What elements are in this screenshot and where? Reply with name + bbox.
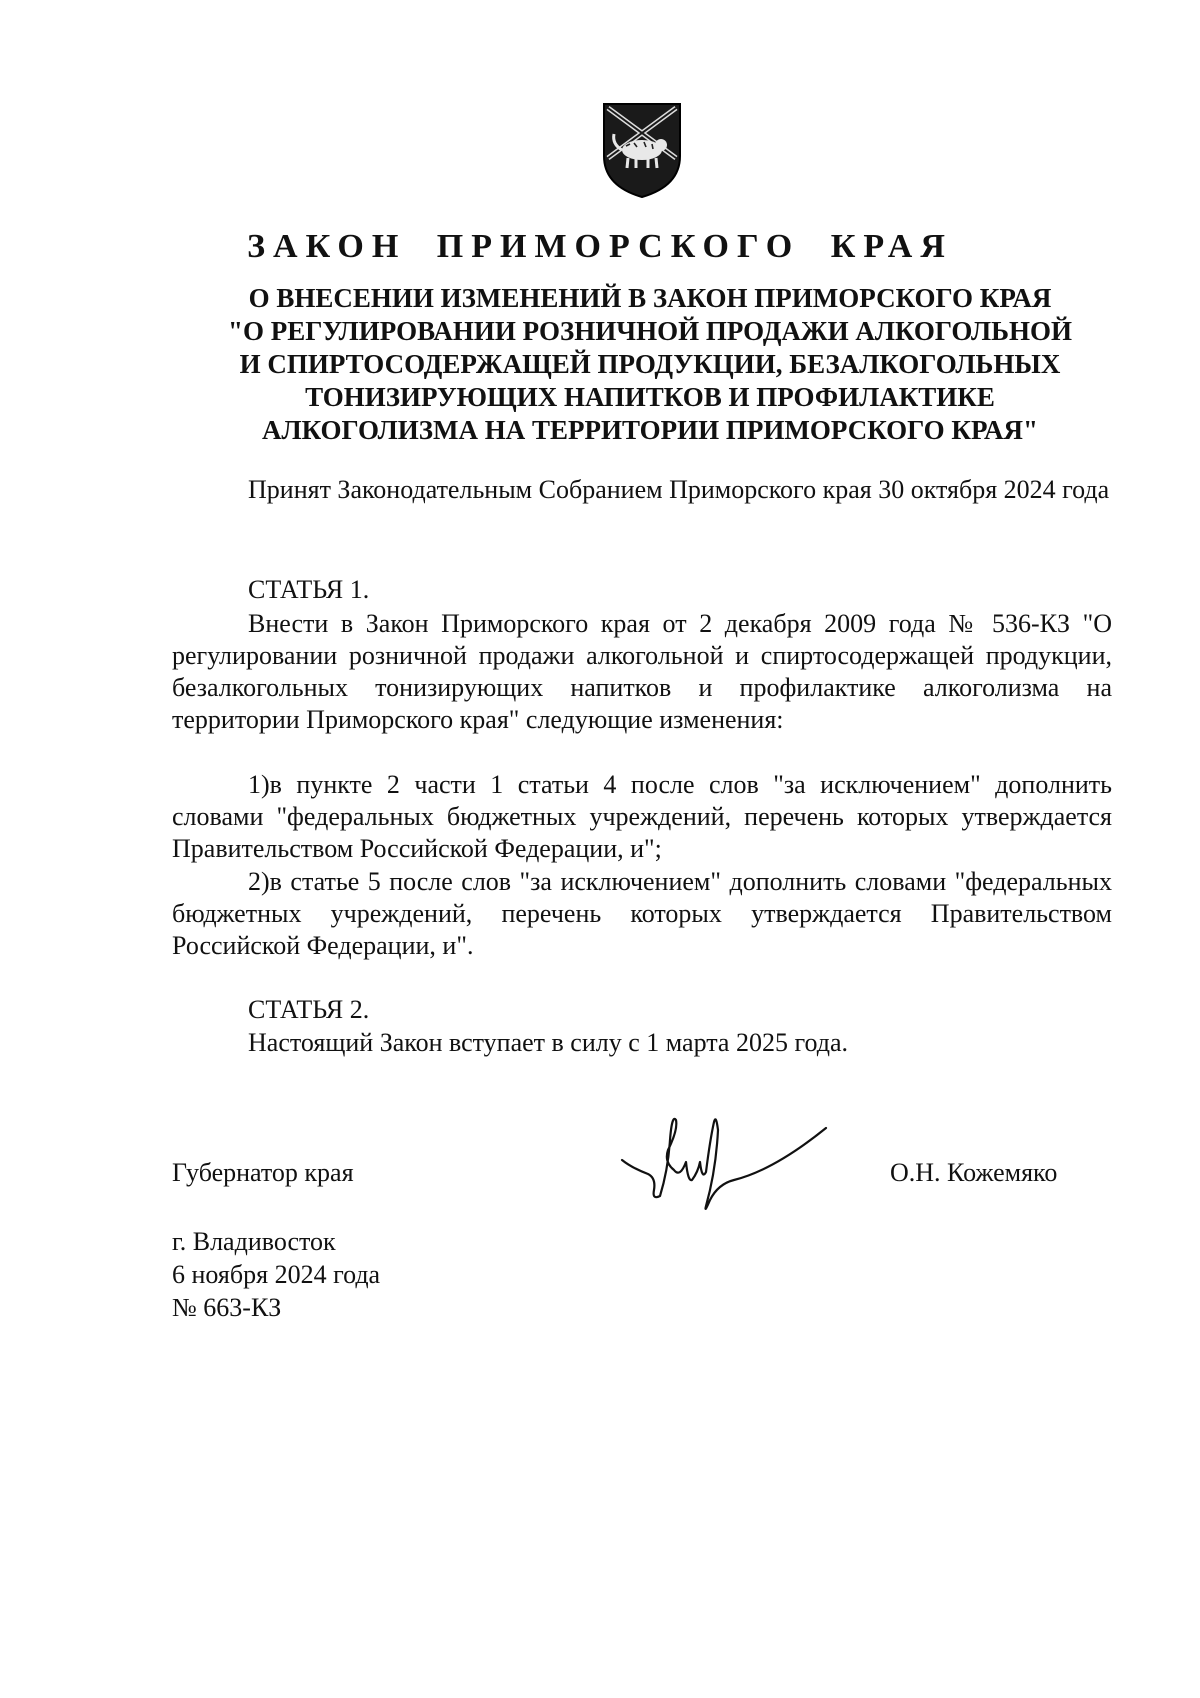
subtitle-line: "О РЕГУЛИРОВАНИИ РОЗНИЧНОЙ ПРОДАЖИ АЛКОГОЛЬНОЙ bbox=[227, 316, 1073, 346]
article-1-item-1: 1)в пункте 2 части 1 статьи 4 после слов "за исключением" дополнить словами "федеральных бюджетных учреждений, перечень которых утверждается Правительством Российской Федерации, и"; bbox=[172, 770, 1112, 863]
signer-position: Губернатор края bbox=[172, 1158, 354, 1187]
article-1-body: Внести в Закон Приморского края от 2 декабря 2009 года № 536-КЗ "О регулировании розничной продажи алкогольной и спиртосодержащей продукции, безалкогольных тонизирующих напитков и профилактике алкоголизма на территории Приморского края" следующие изменения: bbox=[172, 609, 1112, 734]
subtitle-line: И СПИРТОСОДЕРЖАЩЕЙ ПРОДУКЦИИ, БЕЗАЛКОГОЛЬНЫХ bbox=[239, 349, 1061, 379]
signer-name: О.Н. Кожемяко bbox=[890, 1158, 1058, 1187]
article-2-body: Настоящий Закон вступает в силу с 1 марта 2025 года. bbox=[248, 1028, 848, 1057]
law-subtitle bbox=[180, 282, 1120, 447]
article-1-heading: СТАТЬЯ 1. bbox=[248, 575, 370, 604]
handwritten-signature bbox=[614, 1100, 834, 1215]
subtitle-line: АЛКОГОЛИЗМА НА ТЕРРИТОРИИ ПРИМОРСКОГО КРАЯ" bbox=[261, 415, 1038, 445]
issue-date: 6 ноября 2024 года bbox=[172, 1260, 381, 1289]
adoption-statement: Принят Законодательным Собранием Приморского края 30 октября 2024 года bbox=[248, 475, 1110, 504]
subtitle-line: О ВНЕСЕНИИ ИЗМЕНЕНИЙ В ЗАКОН ПРИМОРСКОГО КРАЯ bbox=[248, 283, 1052, 313]
subtitle-line: ТОНИЗИРУЮЩИХ НАПИТКОВ И ПРОФИЛАКТИКЕ bbox=[305, 382, 995, 412]
issue-city: г. Владивосток bbox=[172, 1227, 336, 1256]
issue-details bbox=[172, 1225, 380, 1324]
coat-of-arms-icon bbox=[600, 100, 684, 200]
article-2-heading: СТАТЬЯ 2. bbox=[248, 995, 370, 1024]
law-title: ЗАКОН ПРИМОРСКОГО КРАЯ bbox=[247, 228, 953, 265]
article-1-item-2: 2)в статье 5 после слов "за исключением" дополнить словами "федеральных бюджетных учреждений, перечень которых утверждается Правительством Российской Федерации, и". bbox=[172, 867, 1112, 960]
law-number: № 663-КЗ bbox=[172, 1293, 282, 1322]
